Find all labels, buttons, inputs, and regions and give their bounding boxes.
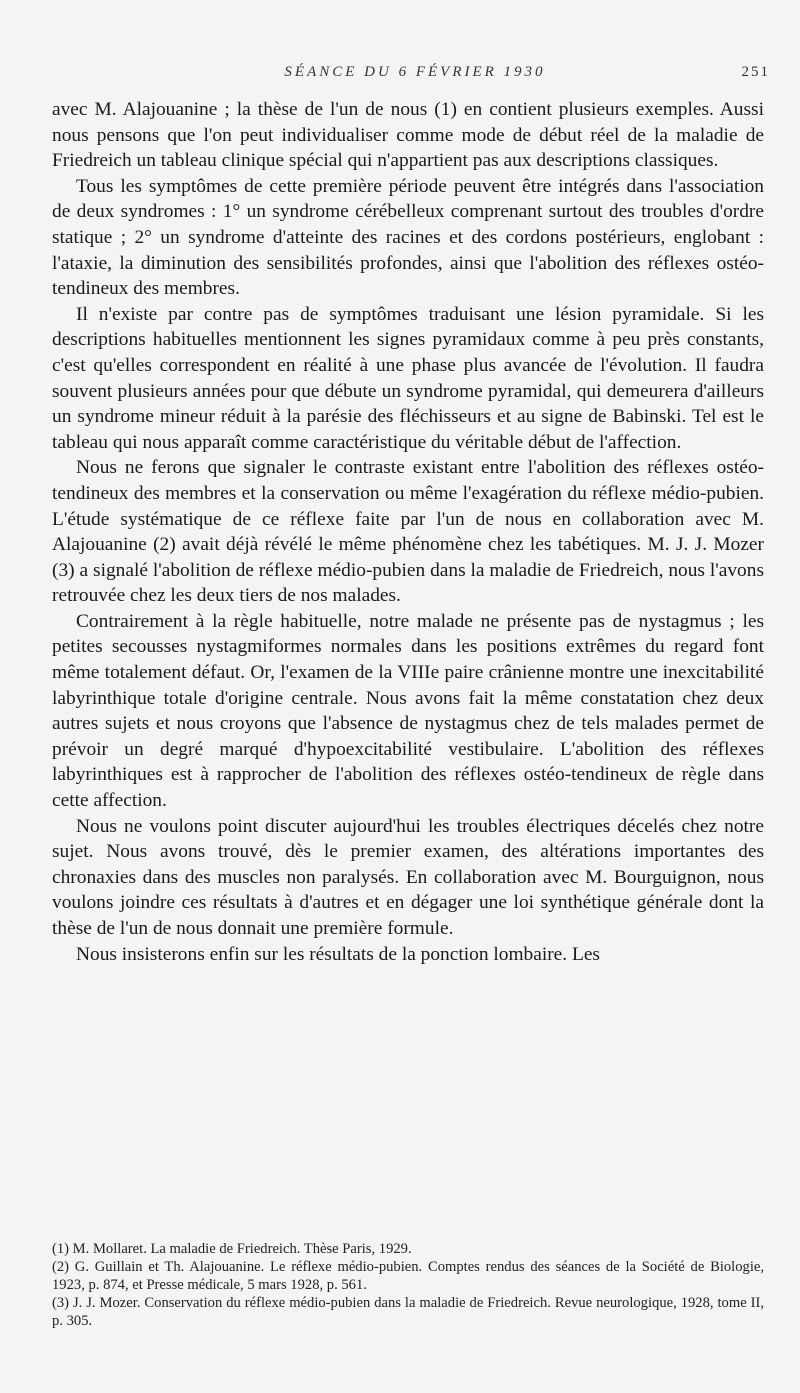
footnote: (3) J. J. Mozer. Conservation du réflexe médio-pubien dans la maladie de Friedreich. Revue neurologique, 1928, tome II, p. 305. xyxy=(52,1295,764,1329)
paragraph: Tous les symptômes de cette première période peuvent être intégrés dans l'association de deux syndromes : 1° un syndrome cérébelleux comprenant surtout des troubles d'ordre statique ; 2° un syndrome d'atteinte des racines et des cordons postérieurs, englobant : l'ataxie, la diminution des sensibilités profondes, ainsi que l'abolition des réflexes ostéo-tendineux des membres. xyxy=(52,175,764,300)
paragraph: Nous insisterons enfin sur les résultats de la ponction lombaire. Les xyxy=(76,943,600,965)
paragraph: Nous ne voulons point discuter aujourd'hui les troubles électriques décelés chez notre sujet. Nous avons trouvé, dès le premier examen, des altérations importantes des chronaxies dans des muscles non paralysés. En collaboration avec M. Bourguignon, nous voulons joindre ces résultats à d'autres et en dégager une loi synthétique générale dont la thèse de l'un de nous donnait une première formule. xyxy=(52,815,764,939)
body-text xyxy=(52,97,764,967)
footnote: (1) M. Mollaret. La maladie de Friedreich. Thèse Paris, 1929. xyxy=(52,1241,412,1257)
running-title: SÉANCE DU 6 FÉVRIER 1930 xyxy=(284,64,546,80)
footnote: (2) G. Guillain et Th. Alajouanine. Le réflexe médio-pubien. Comptes rendus des séances de la Société de Biologie, 1923, p. 874, et Presse médicale, 5 mars 1928, p. 561. xyxy=(52,1259,764,1293)
paragraph: Nous ne ferons que signaler le contraste existant entre l'abolition des réflexes ostéo-tendineux des membres et la conservation ou même l'exagération du réflexe médio-pubien. L'étude systématique de ce réflexe faite par l'un de nous en collaboration avec M. Alajouanine (2) avait déjà révélé le même phénomène chez les tabétiques. M. J. J. Mozer (3) a signalé l'abolition de réflexe médio-pubien dans la maladie de Friedreich, nous l'avons retrouvée chez les deux tiers de nos malades. xyxy=(52,457,764,607)
running-head xyxy=(60,64,770,86)
paragraph: avec M. Alajouanine ; la thèse de l'un de nous (1) en contient plusieurs exemples. Aussi nous pensons que l'on peut individualiser comme mode de début réel de la maladie de Friedreich un tableau clinique spécial qui n'appartient pas aux descriptions classiques. xyxy=(52,99,764,172)
page-number: 251 xyxy=(741,64,770,80)
paragraph: Contrairement à la règle habituelle, notre malade ne présente pas de nystagmus ; les petites secousses nystagmiformes normales dans les positions extrêmes du regard font même totalement défaut. Or, l'examen de la VIIIe paire crânienne montre une inexcitabilité labyrinthique totale d'origine centrale. Nous avons fait la même constatation chez deux autres sujets et nous croyons que l'absence de nystagmus chez de tels malades permet de prévoir un degré marqué d'hypoexcitabilité vestibulaire. L'abolition des réflexes labyrinthiques est à rapprocher de l'abolition des réflexes ostéo-tendineux de règle dans cette affection. xyxy=(52,610,764,812)
footnotes xyxy=(52,1240,764,1330)
paragraph: Il n'existe par contre pas de symptômes traduisant une lésion pyramidale. Si les descriptions habituelles mentionnent les signes pyramidaux comme à peu près constants, c'est qu'elles correspondent en réalité à une phase plus avancée de l'évolution. Il faudra souvent plusieurs années pour que débute un syndrome pyramidal, qui demeurera d'ailleurs un syndrome mineur réduit à la parésie des fléchisseurs et au signe de Babinski. Tel est le tableau qui nous apparaît comme caractéristique du véritable début de l'affection. xyxy=(52,303,764,453)
